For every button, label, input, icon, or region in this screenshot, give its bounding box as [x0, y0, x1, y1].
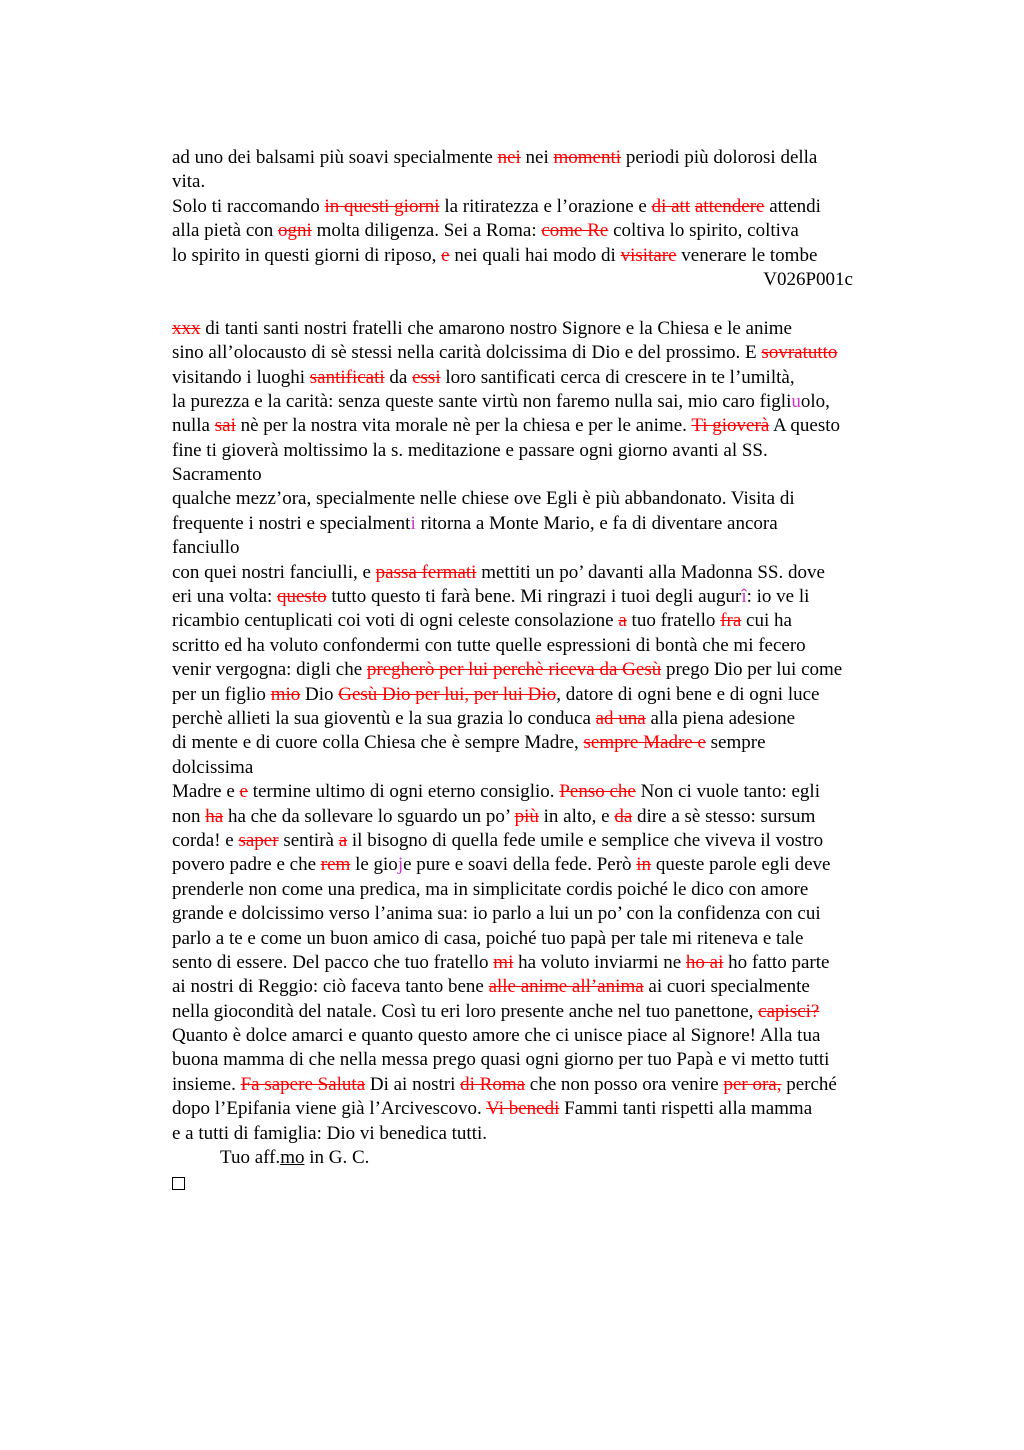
text-segment: A questo: [769, 415, 840, 437]
blank-line: [172, 292, 912, 316]
text-segment: ad uno dei balsami più soavi specialmente: [172, 147, 498, 168]
text-segment: dopo l’Epifania viene già l’Arcivescovo.: [172, 1098, 487, 1120]
deleted-text: di att: [651, 195, 691, 217]
text-segment: dire a sè stesso: sursum: [632, 805, 816, 827]
text-line: [172, 1122, 912, 1146]
text-segment: molta diligenza. Sei a Roma:: [311, 220, 542, 242]
deleted-text: rem: [320, 854, 351, 876]
text-segment: ho fatto parte: [723, 951, 830, 973]
text-segment: per un figlio: [172, 683, 271, 705]
text-line: [172, 927, 912, 951]
text-segment: lo spirito in questi giorni di riposo,: [172, 244, 442, 266]
text-segment: ritorna a Monte Mario, e fa di diventare ancora: [415, 512, 778, 534]
text-segment: loro santificati cerca di crescere in te l’umiltà,: [440, 366, 795, 388]
deleted-text: santificati: [309, 366, 385, 388]
text-line: [172, 146, 912, 170]
text-line: [172, 1024, 912, 1048]
signature-line: [172, 1146, 912, 1170]
text-segment: Sacramento: [172, 464, 262, 486]
text-segment: Solo ti raccomando: [172, 195, 325, 217]
text-segment: Madre e: [172, 781, 240, 803]
text-segment: nella giocondità del natale. Così tu eri loro presente anche nel tuo panettone,: [172, 1000, 759, 1022]
text-line: [172, 317, 912, 341]
text-segment: ai cuori specialmente: [643, 976, 810, 998]
text-segment: perchè allieti la sua gioventù e la sua grazia lo conduca: [172, 707, 596, 729]
text-line: [172, 609, 912, 633]
text-segment: tutto questo ti farà bene. Mi ringrazi i tuoi degli augur: [326, 586, 742, 608]
deleted-text: per ora,: [723, 1073, 782, 1095]
deleted-text: sai: [214, 415, 236, 437]
deleted-text: fra: [720, 610, 742, 632]
text-segment: nei quali hai modo di: [449, 244, 621, 266]
text-segment: insieme.: [172, 1073, 241, 1095]
text-segment: grande e dolcissimo verso l’anima sua: io parlo a lui un po’ con la confidenza con cui: [172, 903, 821, 925]
text-segment: nulla: [172, 415, 215, 437]
text-segment: termine ultimo di ogni eterno consiglio.: [247, 781, 560, 803]
text-line: [172, 561, 912, 585]
deleted-text: passa fermati: [375, 561, 477, 583]
text-segment: ha voluto inviarmi ne: [513, 951, 686, 973]
text-line: [172, 585, 912, 609]
text-segment: di mente e di cuore colla Chiesa che è sempre Madre,: [172, 732, 584, 754]
deleted-text: a: [338, 829, 348, 851]
text-segment: ha che da sollevare lo sguardo un po’: [223, 805, 515, 827]
text-segment: nè per la nostra vita morale nè per la chiesa e per le anime.: [235, 415, 692, 437]
text-line: [172, 195, 912, 219]
text-line: [172, 1048, 912, 1072]
end-marker: [172, 1170, 912, 1194]
text-segment: periodi più dolorosi della: [621, 147, 818, 168]
text-segment: parlo a te e come un buon amico di casa, poiché tuo papà per tale mi riteneva e tale: [172, 927, 804, 949]
text-segment: sino all’olocausto di sè stessi nella carità dolcissima di Dio e del prossimo. E: [172, 342, 762, 364]
text-line: [172, 780, 912, 804]
text-segment: perché: [781, 1073, 837, 1095]
text-segment: Di ai nostri: [365, 1073, 461, 1095]
deleted-text: essi: [412, 366, 441, 388]
text-segment: Non ci vuole tanto: egli: [635, 781, 820, 803]
text-line: [172, 219, 912, 243]
text-segment: il bisogno di quella fede umile e semplice che viveva il vostro: [347, 829, 824, 851]
text-segment: di tanti santi nostri fratelli che amarono nostro Signore e la Chiesa e le anime: [200, 317, 792, 339]
deleted-text: pregherò per lui perchè riceva da Gesù: [366, 659, 662, 681]
page-reference: [172, 268, 912, 292]
text-line: [172, 853, 912, 877]
deleted-text: più: [514, 805, 539, 827]
text-segment: la purezza e la carità: senza queste sante virtù non faremo nulla sai, mio caro figli: [172, 390, 792, 412]
deleted-text: da: [614, 805, 633, 827]
text-line: [172, 951, 912, 975]
text-segment: le gio: [350, 854, 398, 876]
square-box-icon: [172, 1177, 185, 1190]
text-line: [172, 414, 912, 438]
deleted-text: come Re: [541, 220, 609, 242]
text-segment: con quei nostri fanciulli, e: [172, 561, 376, 583]
text-segment: non: [172, 805, 206, 827]
text-line: [172, 439, 912, 463]
text-segment: da: [384, 366, 413, 388]
deleted-text: sovratutto: [761, 342, 838, 364]
text-segment: in G. C.: [304, 1147, 370, 1169]
deleted-text: capisci?: [758, 1000, 820, 1022]
text-segment: eri una volta:: [172, 586, 277, 608]
deleted-text: ogni: [278, 220, 312, 242]
text-segment: venerare le tombe: [676, 244, 818, 266]
text-segment: coltiva lo spirito, coltiva: [608, 220, 799, 242]
text-line: [172, 805, 912, 829]
text-line: [172, 829, 912, 853]
inserted-text: î: [741, 586, 747, 608]
text-segment: alla piena adesione: [645, 707, 796, 729]
text-segment: sentirà: [278, 829, 339, 851]
text-segment: Quanto è dolce amarci e quanto questo amore che ci unisce piace al Signore! Alla tua: [172, 1025, 821, 1047]
deleted-text: nei: [497, 147, 521, 168]
text-line: [172, 366, 912, 390]
deleted-text: in questi giorni: [324, 195, 440, 217]
text-segment: , datore di ogni bene e di ogni luce: [556, 683, 820, 705]
deleted-text: Ti gioverà: [691, 415, 770, 437]
text-segment: : io ve li: [746, 586, 810, 608]
inserted-text: j: [397, 854, 404, 876]
text-segment: sento di essere. Del pacco che tuo fratello: [172, 951, 494, 973]
text-segment: qualche mezz’ora, specialmente nelle chiese ove Egli è più abbandonato. Visita di: [172, 488, 795, 510]
text-segment: queste parole egli deve: [651, 854, 831, 876]
deleted-text: mi: [493, 951, 514, 973]
text-line: [172, 487, 912, 511]
text-line: [172, 658, 912, 682]
text-segment: Dio: [300, 683, 339, 705]
deleted-text: alle anime all’anima: [488, 976, 644, 998]
deleted-text: visitare: [620, 244, 677, 266]
text-line: [172, 390, 912, 414]
text-segment: la ritiratezza e l’orazione e: [439, 195, 652, 217]
text-line: [172, 1000, 912, 1024]
deleted-text: in: [636, 854, 652, 876]
deleted-text: di Roma: [460, 1073, 526, 1095]
text-segment: in alto, e: [538, 805, 615, 827]
deleted-text: mio: [270, 683, 301, 705]
deleted-text: Fa sapere Saluta: [240, 1073, 366, 1095]
deleted-text: Vi benedi: [486, 1098, 560, 1120]
text-segment: mettiti un po’ davanti alla Madonna SS. dove: [476, 561, 825, 583]
text-segment: olo,: [800, 390, 830, 412]
deleted-text: a: [618, 610, 627, 632]
text-segment: Fammi tanti rispetti alla mamma: [559, 1098, 813, 1120]
text-line: [172, 1073, 912, 1097]
deleted-text: momenti: [553, 147, 622, 168]
deleted-text: Gesù Dio per lui, per lui Dio: [338, 683, 557, 705]
text-line: [172, 975, 912, 999]
text-line: [172, 536, 912, 560]
deleted-text: ha: [205, 805, 224, 827]
text-segment: attendi: [764, 195, 821, 217]
text-segment: nei: [520, 147, 554, 168]
text-segment: prenderle non come una predica, ma in simplicitate cordis poiché le dico con amore: [172, 878, 809, 900]
text-line: [172, 707, 912, 731]
deleted-text: ho ai: [685, 951, 724, 973]
text-segment: fanciullo: [172, 537, 240, 559]
text-line: [172, 512, 912, 536]
text-segment: che non posso ora venire: [525, 1073, 724, 1095]
letter-body: [172, 146, 912, 1195]
text-line: [172, 683, 912, 707]
underlined-text: mo: [280, 1147, 305, 1169]
text-segment: e a tutti di famiglia: Dio vi benedica tutti.: [172, 1122, 488, 1144]
text-line: [172, 731, 912, 755]
text-segment: fine ti gioverà moltissimo la s. meditazione e passare ogni giorno avanti al SS.: [172, 439, 768, 461]
text-segment: ai nostri di Reggio: ciò faceva tanto bene: [172, 976, 489, 998]
deleted-text: ad una: [595, 707, 646, 729]
text-segment: vita.: [172, 171, 206, 193]
deleted-text: e: [441, 244, 450, 266]
deleted-text: e: [239, 781, 248, 803]
text-line: [172, 463, 912, 487]
text-segment: cui ha: [741, 610, 792, 632]
text-segment: sempre: [705, 732, 766, 754]
text-segment: ricambio centuplicati coi voti di ogni celeste consolazione: [172, 610, 619, 632]
deleted-text: xxx: [172, 317, 201, 339]
text-segment: povero padre e che: [172, 854, 321, 876]
deleted-text: questo: [277, 586, 327, 608]
inserted-text: u: [791, 390, 801, 412]
text-segment: V026P001c: [763, 268, 853, 290]
deleted-text: attendere: [694, 195, 765, 217]
text-segment: alla pietà con: [172, 220, 279, 242]
text-segment: venir vergogna: digli che: [172, 659, 367, 681]
text-line: [172, 902, 912, 926]
text-segment: e pure e soavi della fede. Però: [403, 854, 637, 876]
text-segment: buona mamma di che nella messa prego quasi ogni giorno per tuo Papà e vi metto tutti: [172, 1049, 830, 1071]
text-segment: tuo fratello: [626, 610, 721, 632]
text-line: [172, 634, 912, 658]
text-line: [172, 341, 912, 365]
text-line: [172, 244, 912, 268]
text-line: [172, 878, 912, 902]
text-segment: dolcissima: [172, 756, 254, 778]
text-segment: corda! e: [172, 829, 239, 851]
text-segment: Tuo aff.: [220, 1147, 281, 1169]
deleted-text: saper: [238, 829, 279, 851]
text-segment: visitando i luoghi: [172, 366, 310, 388]
text-segment: prego Dio per lui come: [661, 659, 843, 681]
deleted-text: Penso che: [559, 781, 636, 803]
text-segment: frequente i nostri e specialment: [172, 512, 411, 534]
inserted-text: i: [410, 512, 416, 534]
text-line: [172, 756, 912, 780]
text-segment: scritto ed ha voluto confondermi con tutte quelle espressioni di bontà che mi fecero: [172, 634, 806, 656]
text-line: [172, 170, 912, 194]
deleted-text: sempre Madre e: [583, 732, 706, 754]
text-line: [172, 1097, 912, 1121]
